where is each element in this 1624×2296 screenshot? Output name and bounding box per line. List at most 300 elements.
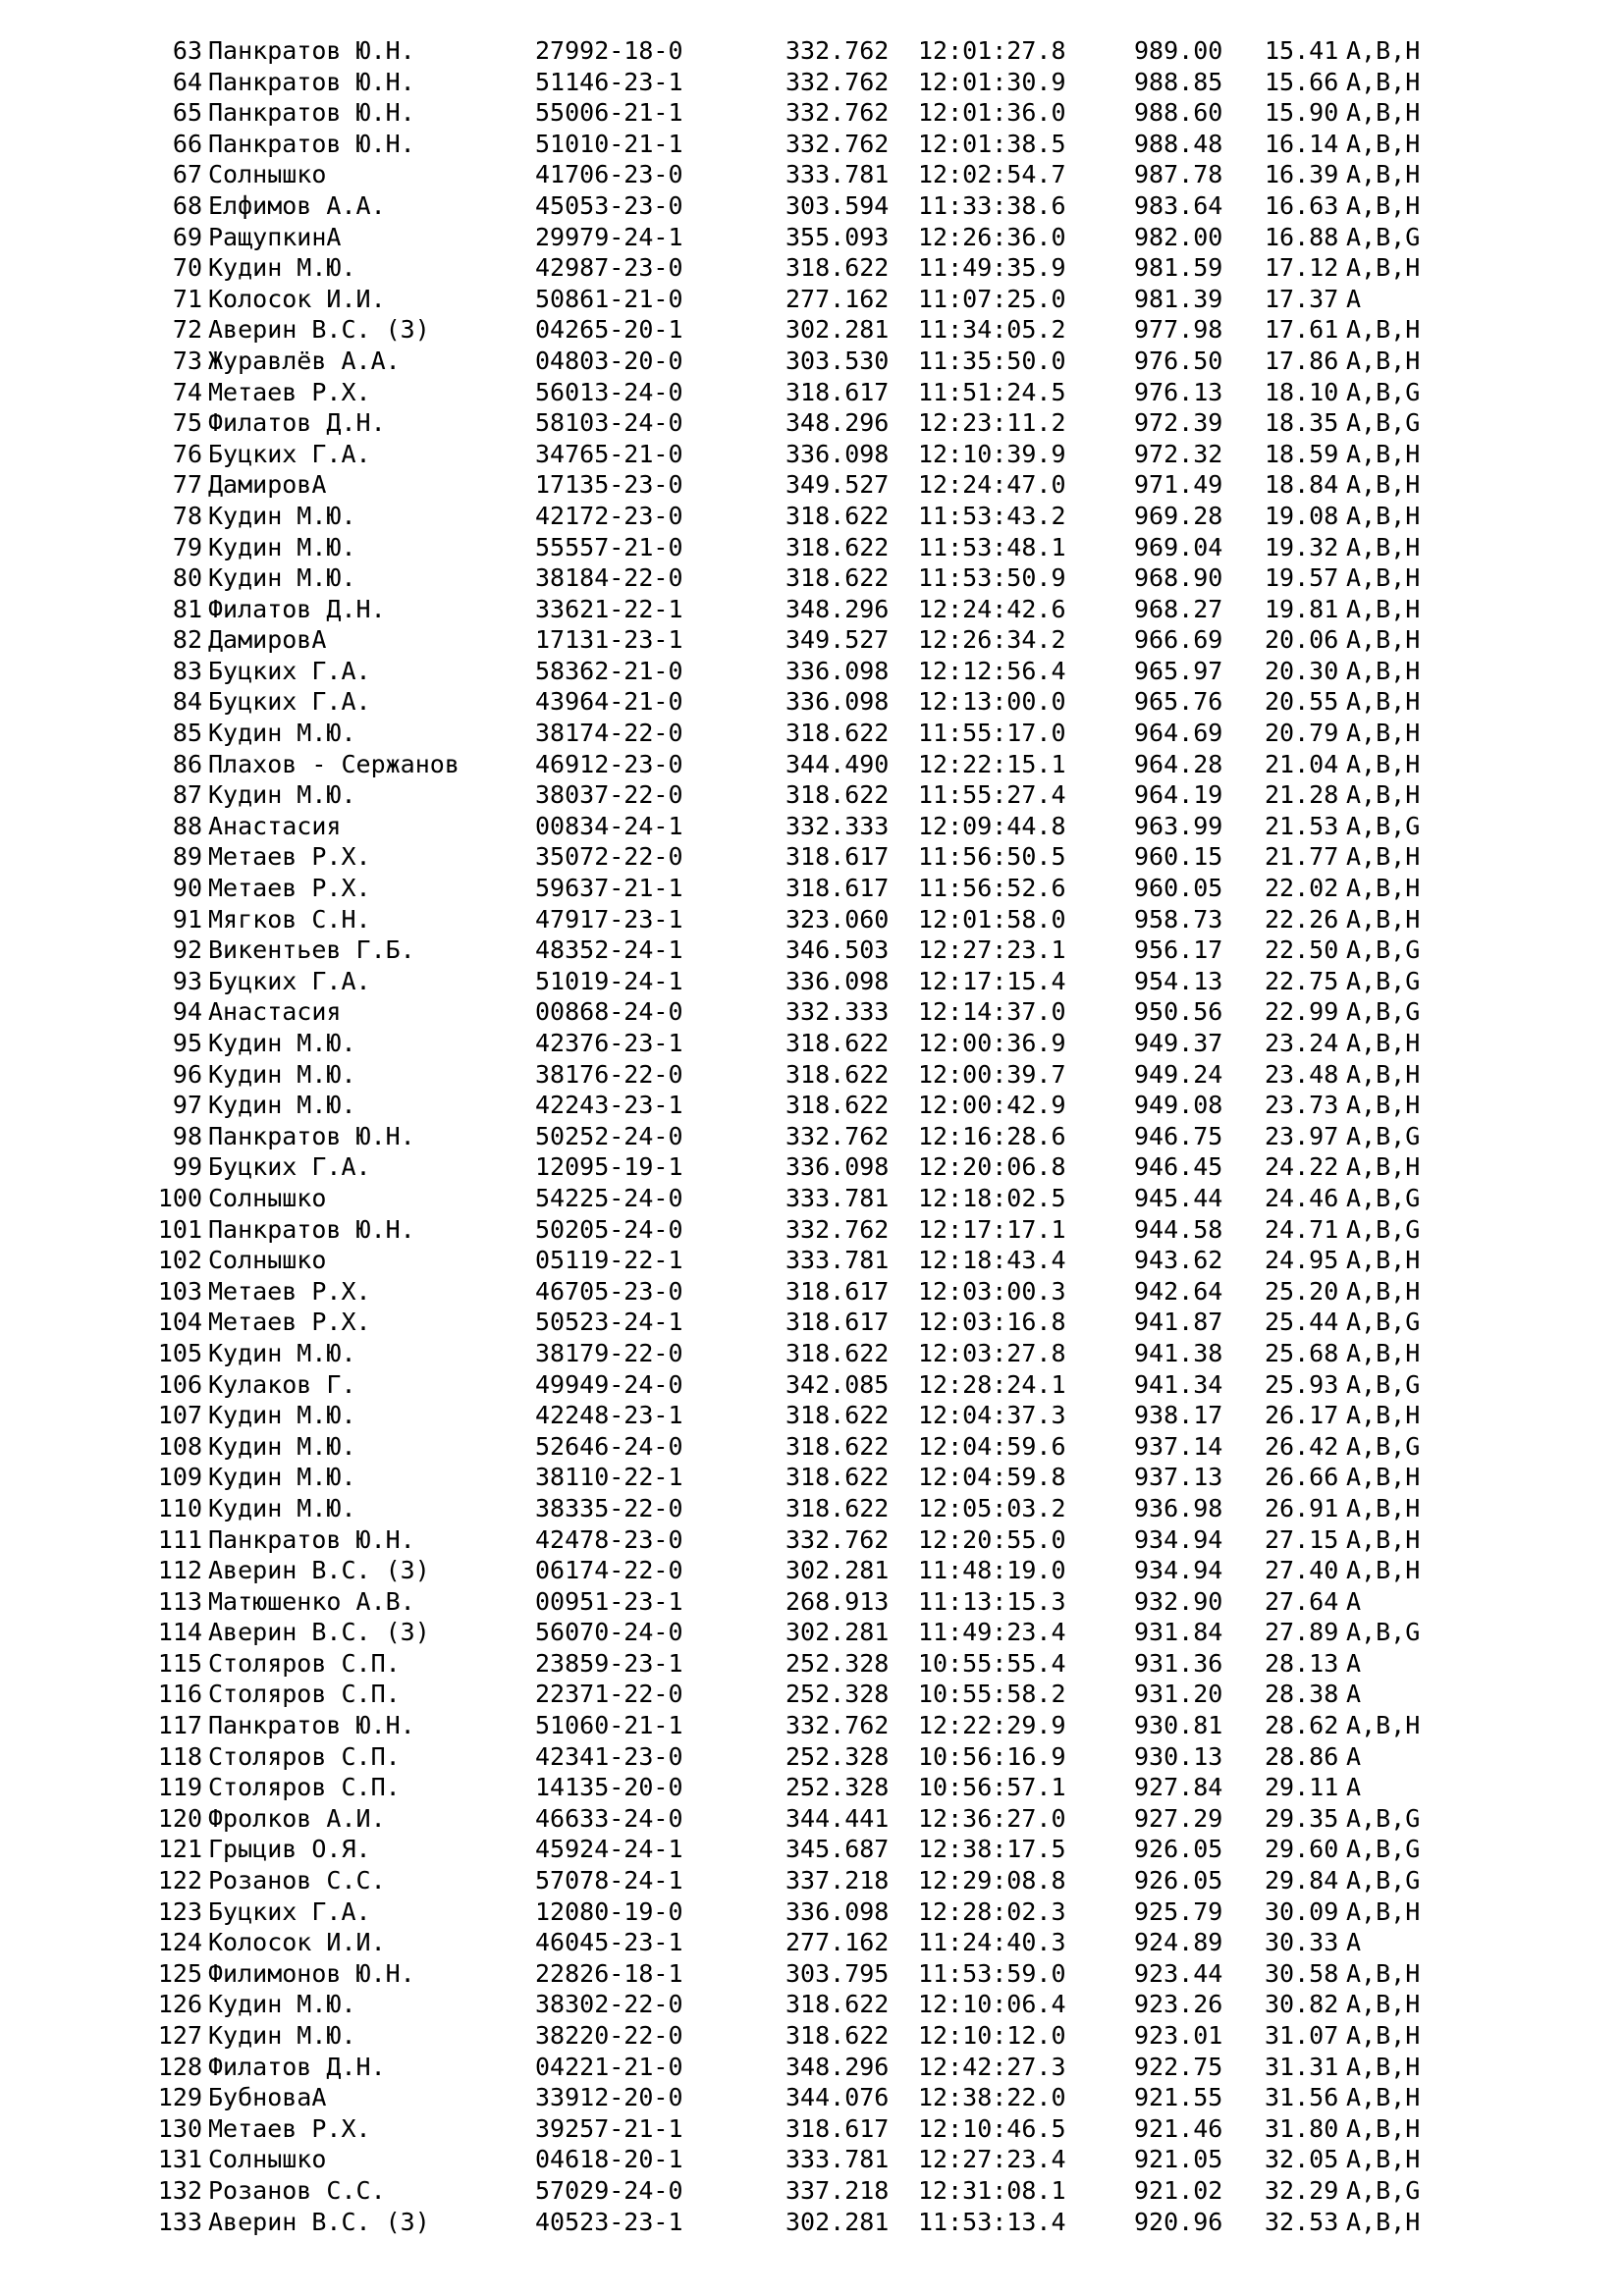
- distance-cell: 349.527: [785, 470, 890, 500]
- fancier-name-cell: Аверин В.С. (З): [208, 2207, 430, 2236]
- table-row: [0, 873, 1624, 904]
- place-cell: 64: [172, 67, 202, 96]
- speed-cell: 923.26: [1134, 1990, 1223, 2019]
- table-row: [0, 1462, 1624, 1493]
- place-cell: 121: [157, 1835, 202, 1864]
- table-row: [0, 2113, 1624, 2145]
- fancier-name-cell: Буцких Г.А.: [208, 439, 371, 468]
- classes-cell: A,B,H: [1346, 780, 1421, 810]
- place-cell: 123: [157, 1896, 202, 1926]
- fancier-name-cell: Филатов Д.Н.: [208, 2052, 386, 2081]
- fancier-name-cell: Панкратов Ю.Н.: [208, 67, 415, 96]
- speed-cell: 969.28: [1134, 501, 1223, 530]
- table-row: [0, 284, 1624, 315]
- table-row: [0, 1555, 1624, 1586]
- ring-number-cell: 33912-20-0: [535, 2083, 683, 2112]
- distance-cell: 342.085: [785, 1369, 890, 1399]
- coefficient-cell: 16.39: [1265, 160, 1339, 189]
- fancier-name-cell: Колосок И.И.: [208, 1928, 386, 1957]
- place-cell: 124: [157, 1928, 202, 1957]
- speed-cell: 937.13: [1134, 1463, 1223, 1492]
- fancier-name-cell: Кудин М.Ю.: [208, 1059, 356, 1089]
- coefficient-cell: 25.93: [1265, 1369, 1339, 1399]
- fancier-name-cell: Метаев Р.Х.: [208, 842, 371, 872]
- coefficient-cell: 24.46: [1265, 1183, 1339, 1212]
- ring-number-cell: 48352-24-1: [535, 935, 683, 965]
- speed-cell: 969.04: [1134, 532, 1223, 561]
- arrival-time-cell: 12:00:42.9: [918, 1091, 1066, 1120]
- classes-cell: A: [1346, 1773, 1362, 1802]
- ring-number-cell: 27992-18-0: [535, 36, 683, 65]
- arrival-time-cell: 10:56:16.9: [918, 1741, 1066, 1771]
- table-row: [0, 1245, 1624, 1276]
- ring-number-cell: 12095-19-1: [535, 1152, 683, 1182]
- ring-number-cell: 51146-23-1: [535, 67, 683, 96]
- arrival-time-cell: 12:03:00.3: [918, 1276, 1066, 1306]
- speed-cell: 944.58: [1134, 1214, 1223, 1244]
- speed-cell: 976.50: [1134, 346, 1223, 375]
- fancier-name-cell: Анастасия: [208, 997, 342, 1027]
- coefficient-cell: 24.71: [1265, 1214, 1339, 1244]
- ring-number-cell: 58103-24-0: [535, 408, 683, 438]
- distance-cell: 268.913: [785, 1586, 890, 1616]
- table-row: [0, 1617, 1624, 1648]
- ring-number-cell: 50205-24-0: [535, 1214, 683, 1244]
- classes-cell: A,B,H: [1346, 315, 1421, 345]
- speed-cell: 930.81: [1134, 1711, 1223, 1740]
- classes-cell: A,B,G: [1346, 2175, 1421, 2205]
- speed-cell: 934.94: [1134, 1524, 1223, 1554]
- speed-cell: 941.38: [1134, 1338, 1223, 1367]
- ring-number-cell: 22826-18-1: [535, 1958, 683, 1988]
- results-table: [0, 35, 1624, 2237]
- coefficient-cell: 25.44: [1265, 1308, 1339, 1337]
- arrival-time-cell: 12:10:39.9: [918, 439, 1066, 468]
- arrival-time-cell: 10:55:58.2: [918, 1680, 1066, 1709]
- coefficient-cell: 19.32: [1265, 532, 1339, 561]
- arrival-time-cell: 12:20:55.0: [918, 1524, 1066, 1554]
- ring-number-cell: 40523-23-1: [535, 2207, 683, 2236]
- arrival-time-cell: 12:36:27.0: [918, 1803, 1066, 1833]
- distance-cell: 336.098: [785, 966, 890, 995]
- ring-number-cell: 38176-22-0: [535, 1059, 683, 1089]
- classes-cell: A,B,H: [1346, 1152, 1421, 1182]
- ring-number-cell: 55006-21-1: [535, 98, 683, 128]
- classes-cell: A,B,G: [1346, 1431, 1421, 1461]
- classes-cell: A,B,G: [1346, 1835, 1421, 1864]
- table-row: [0, 252, 1624, 284]
- distance-cell: 318.622: [785, 532, 890, 561]
- table-row: [0, 1151, 1624, 1183]
- classes-cell: A,B,G: [1346, 1369, 1421, 1399]
- fancier-name-cell: Мягков С.Н.: [208, 904, 371, 934]
- table-row: [0, 686, 1624, 718]
- fancier-name-cell: Буцких Г.А.: [208, 687, 371, 717]
- speed-cell: 972.39: [1134, 408, 1223, 438]
- coefficient-cell: 18.35: [1265, 408, 1339, 438]
- speed-cell: 989.00: [1134, 36, 1223, 65]
- coefficient-cell: 32.29: [1265, 2175, 1339, 2205]
- speed-cell: 930.13: [1134, 1741, 1223, 1771]
- fancier-name-cell: Столяров С.П.: [208, 1741, 401, 1771]
- coefficient-cell: 26.17: [1265, 1401, 1339, 1430]
- table-row: [0, 1679, 1624, 1710]
- coefficient-cell: 15.41: [1265, 36, 1339, 65]
- classes-cell: A,B,H: [1346, 1896, 1421, 1926]
- classes-cell: A,B,G: [1346, 408, 1421, 438]
- fancier-name-cell: Плахов - Сержанов: [208, 749, 460, 778]
- coefficient-cell: 18.84: [1265, 470, 1339, 500]
- coefficient-cell: 21.53: [1265, 811, 1339, 840]
- coefficient-cell: 27.40: [1265, 1556, 1339, 1585]
- arrival-time-cell: 12:27:23.1: [918, 935, 1066, 965]
- distance-cell: 318.622: [785, 1431, 890, 1461]
- coefficient-cell: 28.13: [1265, 1648, 1339, 1678]
- table-row: [0, 904, 1624, 935]
- speed-cell: 987.78: [1134, 160, 1223, 189]
- speed-cell: 921.55: [1134, 2083, 1223, 2112]
- place-cell: 65: [172, 98, 202, 128]
- table-row: [0, 1276, 1624, 1308]
- speed-cell: 937.14: [1134, 1431, 1223, 1461]
- classes-cell: A,B,H: [1346, 36, 1421, 65]
- distance-cell: 332.762: [785, 1711, 890, 1740]
- ring-number-cell: 38302-22-0: [535, 1990, 683, 2019]
- coefficient-cell: 17.12: [1265, 253, 1339, 283]
- arrival-time-cell: 12:01:58.0: [918, 904, 1066, 934]
- distance-cell: 318.622: [785, 719, 890, 748]
- arrival-time-cell: 12:20:06.8: [918, 1152, 1066, 1182]
- classes-cell: A,B,G: [1346, 1121, 1421, 1150]
- ring-number-cell: 55557-21-0: [535, 532, 683, 561]
- classes-cell: A,B,H: [1346, 842, 1421, 872]
- distance-cell: 318.622: [785, 1091, 890, 1120]
- fancier-name-cell: Анастасия: [208, 811, 342, 840]
- place-cell: 92: [172, 935, 202, 965]
- table-row: [0, 1710, 1624, 1741]
- table-row: [0, 407, 1624, 439]
- distance-cell: 333.781: [785, 160, 890, 189]
- speed-cell: 965.76: [1134, 687, 1223, 717]
- fancier-name-cell: Кудин М.Ю.: [208, 1463, 356, 1492]
- fancier-name-cell: Буцких Г.А.: [208, 966, 371, 995]
- ring-number-cell: 38220-22-0: [535, 2021, 683, 2050]
- fancier-name-cell: РащупкинА: [208, 222, 342, 251]
- arrival-time-cell: 12:01:27.8: [918, 36, 1066, 65]
- distance-cell: 332.762: [785, 1121, 890, 1150]
- classes-cell: A,B,G: [1346, 377, 1421, 406]
- coefficient-cell: 24.22: [1265, 1152, 1339, 1182]
- ring-number-cell: 56070-24-0: [535, 1618, 683, 1647]
- arrival-time-cell: 11:49:23.4: [918, 1618, 1066, 1647]
- table-row: [0, 1121, 1624, 1152]
- arrival-time-cell: 12:01:38.5: [918, 129, 1066, 158]
- classes-cell: A,B,G: [1346, 1214, 1421, 1244]
- arrival-time-cell: 11:07:25.0: [918, 284, 1066, 313]
- arrival-time-cell: 12:18:02.5: [918, 1183, 1066, 1212]
- speed-cell: 923.44: [1134, 1958, 1223, 1988]
- coefficient-cell: 25.68: [1265, 1338, 1339, 1367]
- fancier-name-cell: Кудин М.Ю.: [208, 1493, 356, 1522]
- classes-cell: A,B,H: [1346, 129, 1421, 158]
- speed-cell: 924.89: [1134, 1928, 1223, 1957]
- table-row: [0, 1369, 1624, 1401]
- fancier-name-cell: Кудин М.Ю.: [208, 1401, 356, 1430]
- place-cell: 109: [157, 1463, 202, 1492]
- place-cell: 103: [157, 1276, 202, 1306]
- ring-number-cell: 00951-23-1: [535, 1586, 683, 1616]
- table-row: [0, 469, 1624, 501]
- coefficient-cell: 28.38: [1265, 1680, 1339, 1709]
- place-cell: 76: [172, 439, 202, 468]
- table-row: [0, 841, 1624, 873]
- arrival-time-cell: 12:24:42.6: [918, 594, 1066, 623]
- fancier-name-cell: Метаев Р.Х.: [208, 1276, 371, 1306]
- classes-cell: A,B,G: [1346, 811, 1421, 840]
- table-row: [0, 2020, 1624, 2052]
- speed-cell: 988.60: [1134, 98, 1223, 128]
- fancier-name-cell: Розанов С.С.: [208, 1866, 386, 1896]
- coefficient-cell: 23.24: [1265, 1029, 1339, 1057]
- speed-cell: 931.36: [1134, 1648, 1223, 1678]
- speed-cell: 931.20: [1134, 1680, 1223, 1709]
- place-cell: 120: [157, 1803, 202, 1833]
- table-row: [0, 1865, 1624, 1896]
- arrival-time-cell: 11:34:05.2: [918, 315, 1066, 345]
- coefficient-cell: 19.57: [1265, 563, 1339, 593]
- coefficient-cell: 30.82: [1265, 1990, 1339, 2019]
- arrival-time-cell: 12:10:12.0: [918, 2021, 1066, 2050]
- distance-cell: 344.490: [785, 749, 890, 778]
- speed-cell: 942.64: [1134, 1276, 1223, 1306]
- arrival-time-cell: 11:53:43.2: [918, 501, 1066, 530]
- ring-number-cell: 46045-23-1: [535, 1928, 683, 1957]
- coefficient-cell: 27.64: [1265, 1586, 1339, 1616]
- arrival-time-cell: 12:03:16.8: [918, 1308, 1066, 1337]
- table-row: [0, 1741, 1624, 1773]
- classes-cell: A,B,H: [1346, 687, 1421, 717]
- distance-cell: 318.622: [785, 1401, 890, 1430]
- ring-number-cell: 56013-24-0: [535, 377, 683, 406]
- classes-cell: A,B,G: [1346, 222, 1421, 251]
- coefficient-cell: 23.97: [1265, 1121, 1339, 1150]
- fancier-name-cell: Буцких Г.А.: [208, 1896, 371, 1926]
- place-cell: 127: [157, 2021, 202, 2050]
- speed-cell: 964.69: [1134, 719, 1223, 748]
- coefficient-cell: 26.66: [1265, 1463, 1339, 1492]
- distance-cell: 349.527: [785, 625, 890, 655]
- distance-cell: 336.098: [785, 1896, 890, 1926]
- table-row: [0, 1648, 1624, 1680]
- distance-cell: 318.622: [785, 1493, 890, 1522]
- speed-cell: 964.28: [1134, 749, 1223, 778]
- arrival-time-cell: 12:02:54.7: [918, 160, 1066, 189]
- ring-number-cell: 38184-22-0: [535, 563, 683, 593]
- classes-cell: A,B,H: [1346, 2083, 1421, 2112]
- ring-number-cell: 04803-20-0: [535, 346, 683, 375]
- coefficient-cell: 32.53: [1265, 2207, 1339, 2236]
- table-row: [0, 966, 1624, 997]
- coefficient-cell: 16.14: [1265, 129, 1339, 158]
- arrival-time-cell: 11:51:24.5: [918, 377, 1066, 406]
- ring-number-cell: 38110-22-1: [535, 1463, 683, 1492]
- ring-number-cell: 59637-21-1: [535, 874, 683, 903]
- place-cell: 129: [157, 2083, 202, 2112]
- distance-cell: 318.617: [785, 377, 890, 406]
- ring-number-cell: 23859-23-1: [535, 1648, 683, 1678]
- distance-cell: 277.162: [785, 284, 890, 313]
- distance-cell: 318.617: [785, 842, 890, 872]
- ring-number-cell: 04618-20-1: [535, 2145, 683, 2174]
- classes-cell: A,B,H: [1346, 1493, 1421, 1522]
- place-cell: 116: [157, 1680, 202, 1709]
- place-cell: 102: [157, 1246, 202, 1275]
- coefficient-cell: 21.77: [1265, 842, 1339, 872]
- classes-cell: A,B,H: [1346, 656, 1421, 685]
- classes-cell: A,B,H: [1346, 874, 1421, 903]
- distance-cell: 252.328: [785, 1648, 890, 1678]
- fancier-name-cell: Столяров С.П.: [208, 1648, 401, 1678]
- speed-cell: 943.62: [1134, 1246, 1223, 1275]
- ring-number-cell: 54225-24-0: [535, 1183, 683, 1212]
- place-cell: 133: [157, 2207, 202, 2236]
- speed-cell: 988.85: [1134, 67, 1223, 96]
- classes-cell: A,B,H: [1346, 1059, 1421, 1089]
- fancier-name-cell: Филатов Д.Н.: [208, 408, 386, 438]
- ring-number-cell: 38335-22-0: [535, 1493, 683, 1522]
- classes-cell: A,B,H: [1346, 1958, 1421, 1988]
- table-row: [0, 1090, 1624, 1121]
- ring-number-cell: 12080-19-0: [535, 1896, 683, 1926]
- fancier-name-cell: Панкратов Ю.Н.: [208, 98, 415, 128]
- ring-number-cell: 00834-24-1: [535, 811, 683, 840]
- arrival-time-cell: 12:16:28.6: [918, 1121, 1066, 1150]
- classes-cell: A,B,H: [1346, 1091, 1421, 1120]
- table-row: [0, 811, 1624, 842]
- distance-cell: 336.098: [785, 687, 890, 717]
- speed-cell: 956.17: [1134, 935, 1223, 965]
- arrival-time-cell: 12:04:59.8: [918, 1463, 1066, 1492]
- place-cell: 88: [172, 811, 202, 840]
- classes-cell: A: [1346, 284, 1362, 313]
- table-row: [0, 562, 1624, 594]
- classes-cell: A,B,H: [1346, 1556, 1421, 1585]
- speed-cell: 931.84: [1134, 1618, 1223, 1647]
- speed-cell: 922.75: [1134, 2052, 1223, 2081]
- fancier-name-cell: Кудин М.Ю.: [208, 2021, 356, 2050]
- table-row: [0, 532, 1624, 563]
- arrival-time-cell: 11:56:50.5: [918, 842, 1066, 872]
- place-cell: 118: [157, 1741, 202, 1771]
- table-row: [0, 2207, 1624, 2238]
- table-row: [0, 1214, 1624, 1246]
- distance-cell: 302.281: [785, 315, 890, 345]
- coefficient-cell: 17.37: [1265, 284, 1339, 313]
- place-cell: 78: [172, 501, 202, 530]
- distance-cell: 332.762: [785, 1214, 890, 1244]
- ring-number-cell: 38179-22-0: [535, 1338, 683, 1367]
- ring-number-cell: 46633-24-0: [535, 1803, 683, 1833]
- place-cell: 107: [157, 1401, 202, 1430]
- speed-cell: 926.05: [1134, 1835, 1223, 1864]
- ring-number-cell: 42248-23-1: [535, 1401, 683, 1430]
- speed-cell: 968.90: [1134, 563, 1223, 593]
- speed-cell: 971.49: [1134, 470, 1223, 500]
- fancier-name-cell: Журавлёв А.А.: [208, 346, 401, 375]
- place-cell: 110: [157, 1493, 202, 1522]
- speed-cell: 950.56: [1134, 997, 1223, 1027]
- ring-number-cell: 50523-24-1: [535, 1308, 683, 1337]
- distance-cell: 303.530: [785, 346, 890, 375]
- classes-cell: A: [1346, 1928, 1362, 1957]
- fancier-name-cell: Столяров С.П.: [208, 1680, 401, 1709]
- distance-cell: 348.296: [785, 594, 890, 623]
- table-row: [0, 1524, 1624, 1556]
- distance-cell: 345.687: [785, 1835, 890, 1864]
- speed-cell: 976.13: [1134, 377, 1223, 406]
- place-cell: 132: [157, 2175, 202, 2205]
- ring-number-cell: 04265-20-1: [535, 315, 683, 345]
- speed-cell: 982.00: [1134, 222, 1223, 251]
- arrival-time-cell: 12:14:37.0: [918, 997, 1066, 1027]
- classes-cell: A,B,H: [1346, 346, 1421, 375]
- table-row: [0, 2052, 1624, 2083]
- speed-cell: 932.90: [1134, 1586, 1223, 1616]
- ring-number-cell: 42172-23-0: [535, 501, 683, 530]
- coefficient-cell: 27.89: [1265, 1618, 1339, 1647]
- table-row: [0, 377, 1624, 408]
- fancier-name-cell: Кудин М.Ю.: [208, 1431, 356, 1461]
- classes-cell: A,B,H: [1346, 160, 1421, 189]
- arrival-time-cell: 12:42:27.3: [918, 2052, 1066, 2081]
- distance-cell: 332.762: [785, 129, 890, 158]
- classes-cell: A,B,G: [1346, 1866, 1421, 1896]
- ring-number-cell: 50252-24-0: [535, 1121, 683, 1150]
- classes-cell: A,B,H: [1346, 1276, 1421, 1306]
- table-row: [0, 996, 1624, 1028]
- place-cell: 80: [172, 563, 202, 593]
- fancier-name-cell: Солнышко: [208, 1246, 327, 1275]
- place-cell: 93: [172, 966, 202, 995]
- distance-cell: 252.328: [785, 1773, 890, 1802]
- fancier-name-cell: Буцких Г.А.: [208, 656, 371, 685]
- speed-cell: 927.84: [1134, 1773, 1223, 1802]
- place-cell: 85: [172, 719, 202, 748]
- coefficient-cell: 31.31: [1265, 2052, 1339, 2081]
- ring-number-cell: 47917-23-1: [535, 904, 683, 934]
- classes-cell: A,B,H: [1346, 2052, 1421, 2081]
- coefficient-cell: 27.15: [1265, 1524, 1339, 1554]
- distance-cell: 344.076: [785, 2083, 890, 2112]
- table-row: [0, 439, 1624, 470]
- table-row: [0, 1896, 1624, 1928]
- ring-number-cell: 51010-21-1: [535, 129, 683, 158]
- distance-cell: 302.281: [785, 1556, 890, 1585]
- fancier-name-cell: Солнышко: [208, 1183, 327, 1212]
- place-cell: 77: [172, 470, 202, 500]
- ring-number-cell: 41706-23-0: [535, 160, 683, 189]
- table-row: [0, 1586, 1624, 1618]
- speed-cell: 968.27: [1134, 594, 1223, 623]
- coefficient-cell: 21.28: [1265, 780, 1339, 810]
- table-row: [0, 35, 1624, 67]
- classes-cell: A,B,H: [1346, 1990, 1421, 2019]
- place-cell: 74: [172, 377, 202, 406]
- ring-number-cell: 29979-24-1: [535, 222, 683, 251]
- table-row: [0, 1927, 1624, 1958]
- speed-cell: 927.29: [1134, 1803, 1223, 1833]
- speed-cell: 934.94: [1134, 1556, 1223, 1585]
